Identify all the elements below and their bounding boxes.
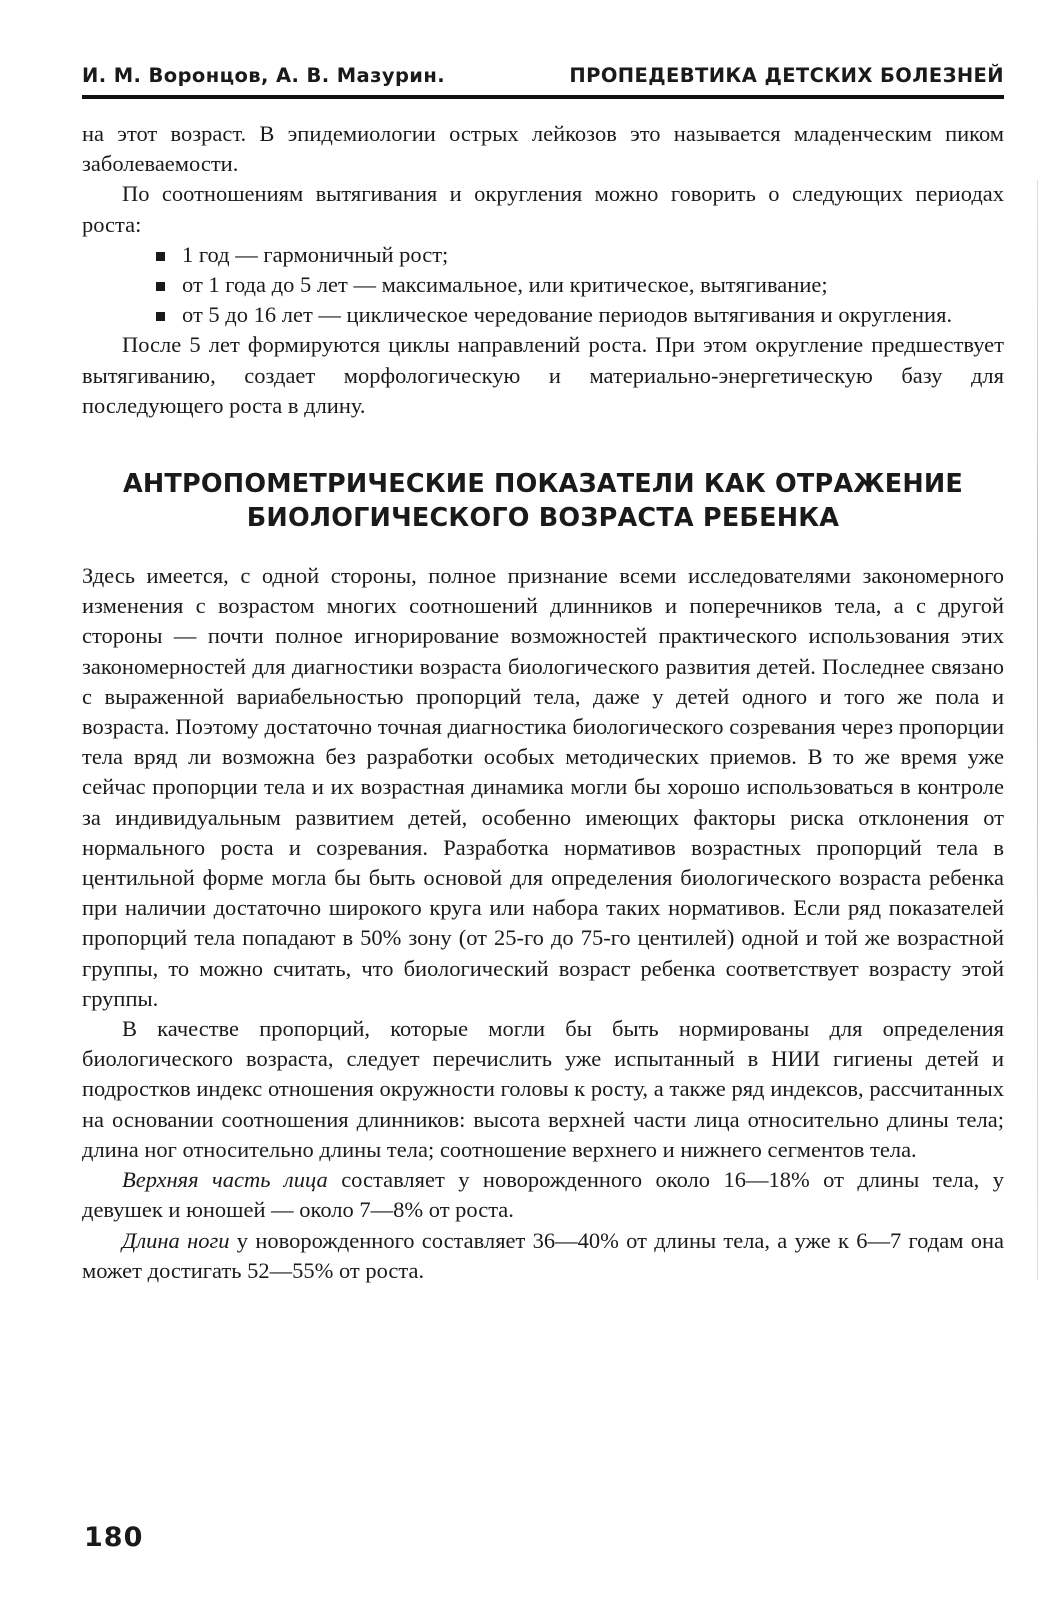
section-paragraph-1: Здесь имеется, с одной стороны, полное признание всеми исследователями закономерного изменения с возрастом многих соотношений длинников и поперечников тела, а с другой стороны — почти полное игнорирование возможностей практического использования этих закономерностей для диагностики возраста биологического развития детей. Последнее связано с выраженной вариабельностью пропорций тела, даже у детей одного и того же пола и возраста. Поэтому достаточно точная диагностика биологического созревания через пропорции тела вряд ли возможна без разработки особых методических приемов. В то же время уже сейчас пропорции тела и их возрастная динамика могли бы хорошо использоваться в контроле за индивидуальным развитием детей, особенно имеющих факторы риска отклонения от нормального роста и созревания. Разработка нормативов возрастных пропорций тела в центильной форме могла бы быть основой для определения биологического возраста ребенка при наличии достаточно широкого круга или набора таких нормативов. Если ряд показателей пропорций тела попадают в 50% зону (от 25-го до 75-го центилей) одной и той же возрастной группы, то можно считать, что биологический возраст ребенка соответствует возрасту этой группы. [82, 563, 1004, 1011]
paragraph-4-text: у новорожденного составляет 36—40% от длины тела, а уже к 6—7 годам она может достигать 52—55% от роста. [82, 1227, 1005, 1283]
intro-paragraph-1: на этот возраст. В эпидемиологии острых лейкозов это называется младенческим пиком заболеваемости. [82, 121, 1004, 177]
section-heading-line-2: БИОЛОГИЧЕСКОГО ВОЗРАСТА РЕБЕНКА [246, 503, 840, 534]
page-number: 180 [84, 1522, 144, 1553]
running-head [82, 64, 1004, 87]
header-book-title: ПРОПЕДЕВТИКА ДЕТСКИХ БОЛЕЗНЕЙ [569, 64, 1004, 87]
section-heading-line-1: АНТРОПОМЕТРИЧЕСКИЕ ПОКАЗАТЕЛИ КАК ОТРАЖЕНИЕ [122, 469, 964, 500]
section-paragraph-2: В качестве пропорций, которые могли бы быть нормированы для определения биологического возраста, следует перечислить уже испытанный в НИИ гигиены детей и подростков индекс отношения окружности головы к росту, а также ряд индексов, рассчитанных на основании соотношения длинников: высота верхней части лица относительно длины тела; длина ног относительно длины тела; соотношение верхнего и нижнего сегментов тела. [82, 1016, 1004, 1162]
list-item-text: 1 год — гармоничный рост; [182, 241, 449, 267]
intro-paragraph-3: После 5 лет формируются циклы направлений роста. При этом округление предшествует вытягиванию, создает морфологическую и материально-энергетическую базу для последующего роста в длину. [82, 332, 1004, 418]
list-item [154, 270, 1004, 300]
list-item [154, 240, 1004, 270]
bullet-square-icon [156, 312, 165, 321]
section-paragraph-3 [82, 1165, 1004, 1225]
header-authors: И. М. Воронцов, А. В. Мазурин. [82, 64, 446, 87]
bullet-square-icon [156, 252, 165, 261]
list-item [154, 300, 1004, 330]
term-leg-length: Длина ноги [122, 1227, 230, 1253]
section-heading [82, 467, 1004, 535]
page-edge-shadow [1037, 180, 1038, 1280]
term-upper-face: Верхняя часть лица [122, 1167, 328, 1193]
intro-paragraph-2: По соотношениям вытягивания и округления можно говорить о следующих периодах роста: [82, 181, 1004, 237]
section-paragraph-4 [82, 1226, 1004, 1286]
growth-periods-list [82, 240, 1004, 331]
paragraph-3-text: составляет у новорожденного около 16—18% от длины тела, у девушек и юношей — около 7—8% от роста. [82, 1167, 1004, 1223]
list-item-text: от 5 до 16 лет — циклическое чередование периодов вытягивания и округления. [182, 302, 953, 328]
bullet-square-icon [156, 282, 165, 291]
page-body [82, 119, 1004, 1286]
list-item-text: от 1 года до 5 лет — максимальное, или критическое, вытягивание; [182, 272, 828, 298]
header-rule [82, 95, 1004, 99]
